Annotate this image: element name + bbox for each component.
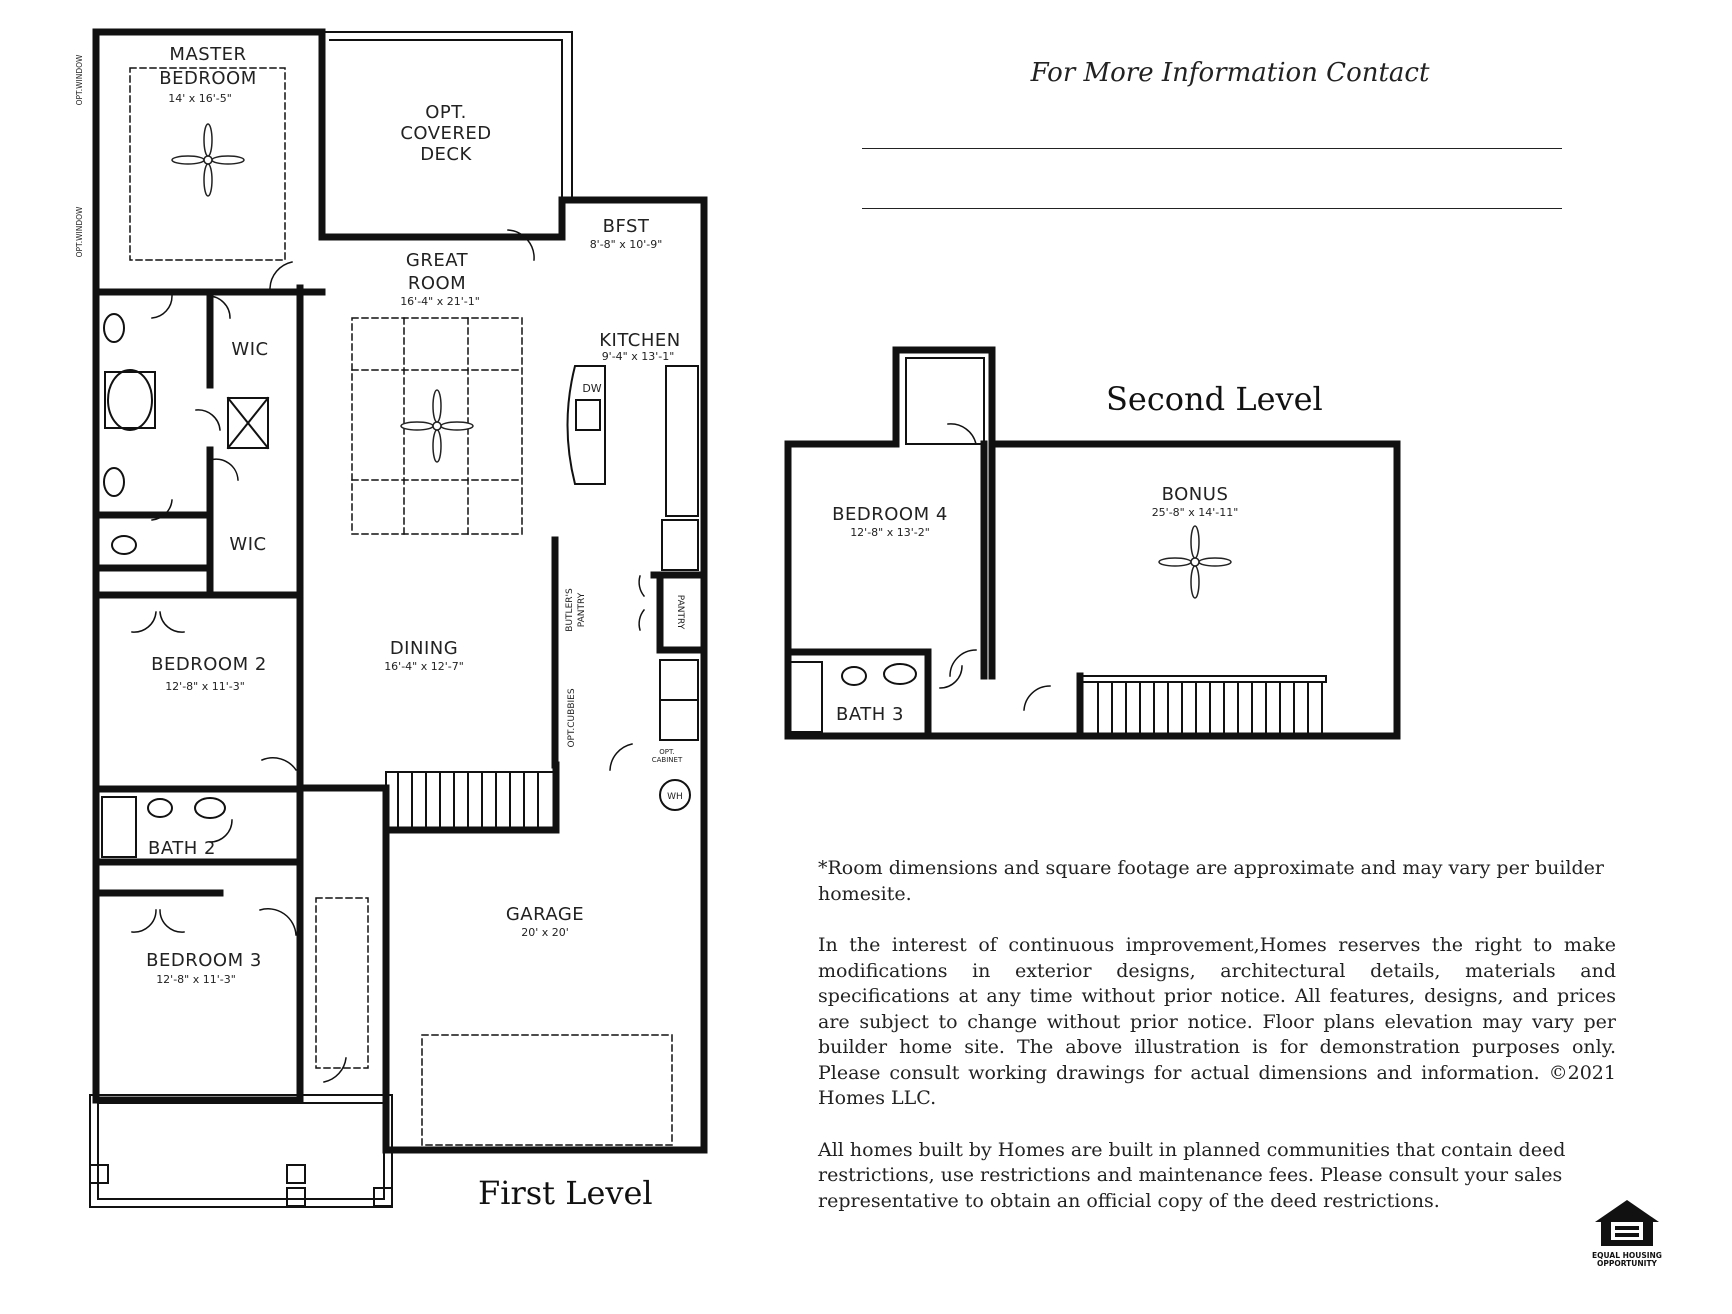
second-level-label: Second Level (1106, 380, 1323, 418)
great-room-label-2: ROOM (407, 273, 467, 294)
covered-deck-label-1: OPT. (425, 102, 467, 123)
equal-housing-house-icon (1593, 1198, 1661, 1248)
bedroom2-label: BEDROOM 2 (151, 654, 267, 675)
bonus-label: BONUS (1161, 484, 1229, 505)
bedroom2-dim: 12'-8" x 11'-3" (165, 680, 245, 693)
disclaimer-notes (818, 856, 1616, 1240)
butlers-pantry-label-1: BUTLER'S (565, 588, 575, 632)
contact-line-1 (862, 148, 1562, 149)
bedroom4-label: BEDROOM 4 (832, 504, 948, 525)
first-level-floor-plan (0, 0, 720, 1240)
great-room-dim: 16'-4" x 21'-1" (400, 295, 480, 308)
opt-cubbies-label: OPT.CUBBIES (567, 688, 577, 748)
contact-line-2 (862, 208, 1562, 209)
garage-dim: 20' x 20' (521, 926, 569, 939)
wh-label: WH (667, 792, 683, 802)
second-level-floor-plan (780, 340, 1420, 760)
master-bedroom-label-2: BEDROOM (159, 68, 257, 89)
equal-housing-logo (1592, 1198, 1662, 1268)
dining-dim: 16'-4" x 12'-7" (384, 660, 464, 673)
opt-window-label-1: OPT.WINDOW (75, 54, 84, 106)
master-bedroom-label: MASTER (169, 44, 247, 65)
master-bedroom-dim: 14' x 16'-5" (168, 92, 232, 105)
bfst-label: BFST (602, 216, 650, 237)
kitchen-label: KITCHEN (599, 330, 681, 351)
kitchen-dim: 9'-4" x 13'-1" (601, 350, 675, 363)
wic-top-label: WIC (231, 339, 269, 360)
covered-deck-label-3: DECK (420, 144, 472, 165)
pantry-label: PANTRY (675, 594, 685, 630)
covered-deck-label-2: COVERED (400, 123, 492, 144)
first-level-label: First Level (478, 1174, 653, 1212)
bedroom3-label: BEDROOM 3 (146, 950, 262, 971)
opt-window-label-2: OPT.WINDOW (75, 206, 84, 258)
dining-label: DINING (389, 638, 459, 659)
opt-cabinet-label-2: CABINET (651, 756, 683, 764)
great-room-label-1: GREAT (405, 250, 469, 271)
contact-title: For More Information Contact (1030, 58, 1430, 88)
garage-label: GARAGE (505, 904, 585, 925)
bedroom4-dim: 12'-8" x 13'-2" (850, 526, 930, 539)
bfst-dim: 8'-8" x 10'-9" (589, 238, 663, 251)
dw-label: DW (582, 382, 602, 395)
equal-housing-text-1: EQUAL HOUSING (1592, 1251, 1662, 1260)
opt-cabinet-label-1: OPT. (659, 748, 675, 756)
wic-bottom-label: WIC (229, 534, 267, 555)
bath3-label: BATH 3 (836, 704, 904, 725)
equal-housing-text-2: OPPORTUNITY (1596, 1259, 1657, 1268)
bath2-label: BATH 2 (148, 838, 216, 859)
note-improvement: In the interest of continuous improvement,Homes reserves the right to make modifications in exterior designs, architectural details, materials and specifications at any time without prior notice. All features, designs, and prices are subject to change without prior notice. Floor plans elevation may vary per builder home site. The above illustration is for demonstration purposes only. Please consult working drawings for actual dimensions and information. ©2021 Homes LLC. (818, 934, 1616, 1109)
note-dimensions: *Room dimensions and square footage are approximate and may vary per builder homesite. (818, 857, 1604, 905)
bedroom3-dim: 12'-8" x 11'-3" (156, 973, 236, 986)
butlers-pantry-label-2: PANTRY (577, 592, 587, 628)
bonus-dim: 25'-8" x 14'-11" (1151, 506, 1239, 519)
note-deed-restrictions: All homes built by Homes are built in planned communities that contain deed restrictions, use restrictions and maintenance fees. Please consult your sales representative to obtain an official copy of the deed restrictions. (818, 1138, 1566, 1212)
